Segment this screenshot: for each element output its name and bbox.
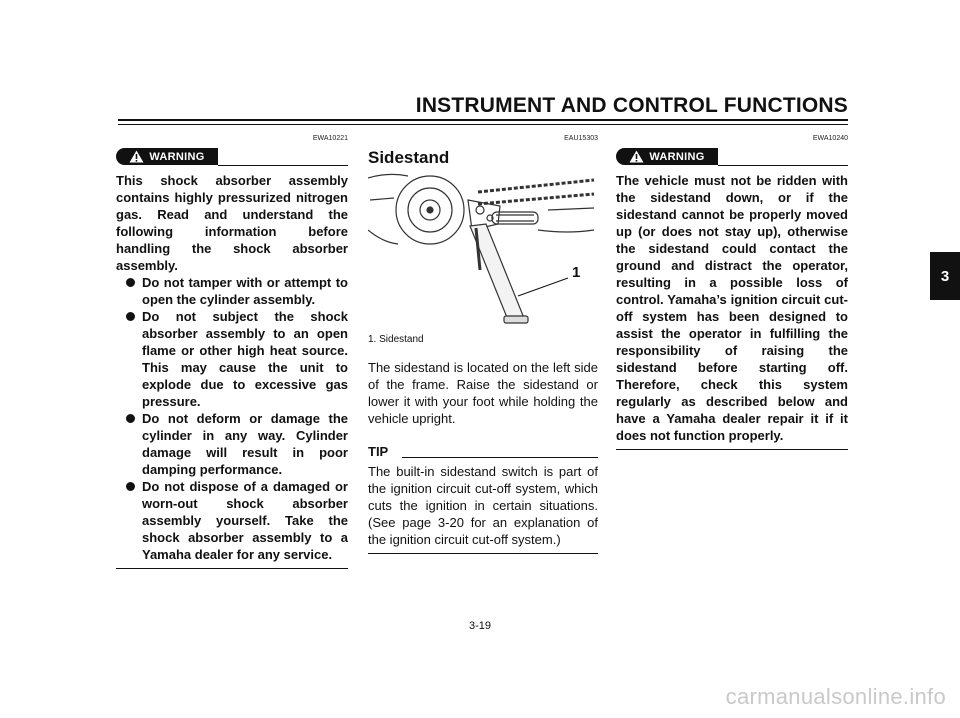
reference-code: EWA10240 [812, 135, 848, 142]
middle-column [368, 134, 598, 554]
section-title: Sidestand [368, 148, 450, 167]
list-item-text: Do not deform or damage the cylinder in any way. Cylinder damage will result in poor damping performance. [142, 411, 348, 477]
warning-triangle-icon [129, 150, 144, 163]
warning-triangle-icon [629, 150, 644, 163]
list-item [116, 410, 348, 478]
body-paragraph: The sidestand is located on the left side of the frame. Raise the sidestand or lower it with your foot while holding the vehicle upright. [368, 360, 598, 426]
bullet-icon [126, 278, 135, 287]
left-column [116, 134, 348, 569]
page-title: INSTRUMENT AND CONTROL FUNCTIONS [415, 94, 848, 117]
figure-callout: 1 [572, 264, 581, 281]
right-column [616, 134, 848, 450]
tip-rule [402, 457, 598, 458]
warning-bullet-list [116, 274, 348, 563]
warning-label: WARNING [149, 150, 205, 163]
figure-caption: 1. Sidestand [368, 334, 424, 345]
list-item [116, 478, 348, 563]
header-rule-thin [118, 124, 848, 125]
sidestand-figure [368, 170, 598, 328]
list-item-text: Do not tamper with or attempt to open the cylinder assembly. [142, 275, 348, 307]
list-item [116, 308, 348, 410]
warning-body: The vehicle must not be ridden with the sidestand down, or if the sidestand cannot be properly moved up (or does not stay up), otherwise the sidestand could contact the ground and distract the operator, resulting in a possible loss of control. Yamaha’s ignition circuit cut-off system has been designed to assist the operator in fulfilling the responsibility of raising the sidestand before starting off. Therefore, check this system regularly as described below and have a Yamaha dealer repair it if it does not function properly. [616, 173, 848, 443]
warning-end-rule [116, 568, 348, 569]
warning-rule [718, 165, 848, 166]
bullet-icon [126, 482, 135, 491]
tip-header [368, 444, 598, 460]
warning-intro: This shock absorber assembly contains highly pressurized nitrogen gas. Read and understand the following information before handling the shock absorber assembly. [116, 173, 348, 273]
watermark: carmanualsonline.info [725, 684, 946, 709]
bullet-icon [126, 414, 135, 423]
warning-header [116, 148, 348, 166]
reference-code: EWA10221 [312, 135, 348, 142]
warning-badge [116, 148, 218, 165]
callout-leader-line [518, 278, 568, 296]
bullet-icon [126, 312, 135, 321]
tip-body: The built-in sidestand switch is part of the ignition circuit cut-off system, which cuts the ignition in certain situations. (See page 3-20 for an explanation of the ignition circuit cut-off system.) [368, 464, 598, 547]
warning-end-rule [616, 449, 848, 450]
header-rule [118, 119, 848, 121]
list-item-text: Do not dispose of a damaged or worn-out shock absorber assembly yourself. Take the shock absorber assembly to a Yamaha dealer for any service. [142, 479, 348, 562]
warning-badge [616, 148, 718, 165]
sidestand-illustration [368, 170, 598, 328]
page-number: 3-19 [468, 620, 492, 632]
chapter-tab[interactable]: 3 [930, 252, 960, 300]
warning-rule [218, 165, 348, 166]
warning-label: WARNING [649, 150, 705, 163]
tip-end-rule [368, 553, 598, 554]
reference-code: EAU15303 [564, 135, 598, 142]
list-item-text: Do not subject the shock absorber assembly to an open flame or other high heat source. This may cause the unit to explode due to excessive gas pressure. [142, 309, 348, 409]
warning-header [616, 148, 848, 166]
tip-label: TIP [368, 444, 389, 459]
page-header [118, 94, 848, 122]
list-item [116, 274, 348, 308]
